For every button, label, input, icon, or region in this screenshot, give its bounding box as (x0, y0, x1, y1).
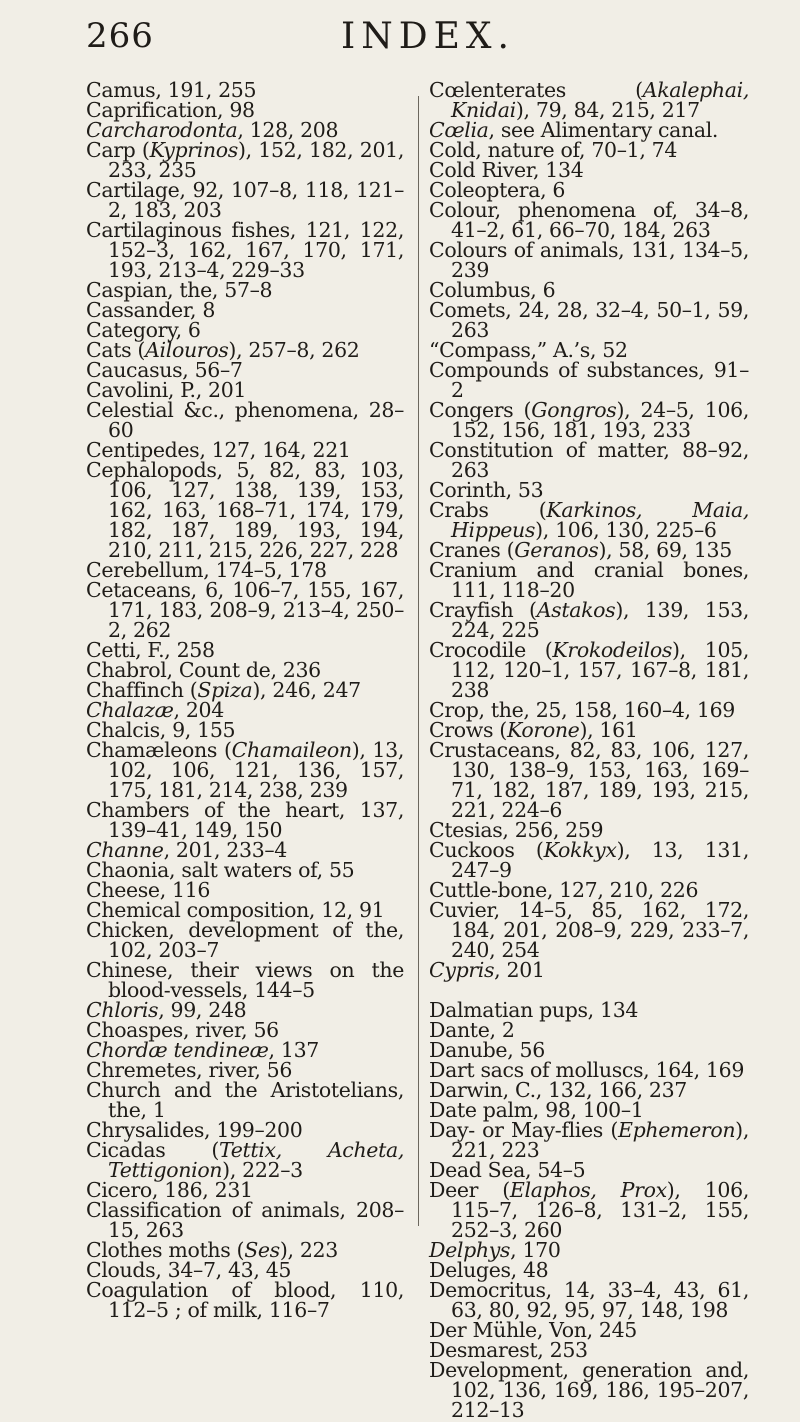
index-entry-text: Chemical composition, 12, 91 (86, 898, 385, 922)
index-entry-text: Congers ( (429, 398, 532, 422)
index-entry-text: ), 58, 69, 135 (598, 538, 732, 562)
index-entry (429, 200, 749, 240)
index-column-right (429, 80, 749, 1420)
index-entry-text: Cuvier, 14–5, 85, 162, 172, 184, 201, 208–9, 229, 233–7, 240, 254 (429, 898, 749, 962)
index-entry (86, 120, 404, 140)
index-entry-text: Cerebellum, 174–5, 178 (86, 558, 327, 582)
index-entry (86, 460, 404, 560)
index-entry-text: Choaspes, river, 56 (86, 1018, 279, 1042)
index-entry (429, 900, 749, 960)
index-entry (429, 1340, 749, 1360)
index-entry (429, 140, 749, 160)
index-entry (86, 80, 404, 100)
index-entry-text: ), 105, 112, 120–1, 157, 167–8, 181, 238 (451, 638, 749, 702)
index-entry-text: Caprification, 98 (86, 98, 255, 122)
index-entry-text: Cuttle-bone, 127, 210, 226 (429, 878, 699, 902)
index-entry-text: Cicero, 186, 231 (86, 1178, 253, 1202)
index-entry (86, 300, 404, 320)
index-entry-text: ), 222–3 (222, 1158, 303, 1182)
index-entry (429, 1360, 749, 1420)
index-entry (86, 720, 404, 740)
index-entry-text: Chrysalides, 199–200 (86, 1118, 303, 1142)
running-head (86, 16, 770, 62)
index-entry-text: ), 13, 131, 247–9 (451, 838, 749, 882)
index-entry (86, 1180, 404, 1200)
index-entry-text: Deluges, 48 (429, 1258, 549, 1282)
index-entry (429, 480, 749, 500)
index-entry (86, 880, 404, 900)
index-entry-text: Channe (86, 838, 164, 862)
index-entry-text: Cassander, 8 (86, 298, 216, 322)
index-entry (86, 580, 404, 640)
index-entry-text: Dart sacs of molluscs, 164, 169 (429, 1058, 745, 1082)
index-entry (86, 1260, 404, 1280)
index-entry (86, 100, 404, 120)
index-entry-text: Cetti, F., 258 (86, 638, 215, 662)
index-entry (86, 280, 404, 300)
index-entry (86, 220, 404, 280)
index-entry-text: Caucasus, 56–7 (86, 358, 243, 382)
index-entry-text: Chicken, development of the, 102, 203–7 (86, 918, 404, 962)
index-entry-text: Spiza (197, 678, 253, 702)
index-entry-text: Dead Sea, 54–5 (429, 1158, 586, 1182)
index-entry-text: Corinth, 53 (429, 478, 544, 502)
index-entry-text: “Compass,” A.’s, 52 (429, 338, 628, 362)
index-entry-text: Compounds of substances, 91–2 (429, 358, 749, 402)
index-entry-text: Korone (506, 718, 580, 742)
index-entry-text: Danube, 56 (429, 1038, 545, 1062)
index-entry-text: Chabrol, Count de, 236 (86, 658, 321, 682)
index-entry (429, 340, 749, 360)
index-entry (86, 640, 404, 660)
index-entry-text: Cetaceans, 6, 106–7, 155, 167, 171, 183, 208–9, 213–4, 250–2, 262 (86, 578, 404, 642)
index-entry-text: Democritus, 14, 33–4, 43, 61, 63, 80, 92, 95, 97, 148, 198 (429, 1278, 749, 1322)
index-entry (429, 160, 749, 180)
index-entry-text: Darwin, C., 132, 166, 237 (429, 1078, 688, 1102)
index-entry (429, 700, 749, 720)
index-entry (429, 1060, 749, 1080)
page-number: 266 (86, 16, 154, 56)
index-entry-text: Crop, the, 25, 158, 160–4, 169 (429, 698, 735, 722)
index-entry-text: Cranium and cranial bones, 111, 118–20 (429, 558, 749, 602)
index-entry-text: Deer ( (429, 1178, 510, 1202)
index-entry-text: , 170 (510, 1238, 561, 1262)
index-entry-text: Gongros (531, 398, 617, 422)
index-entry-text: Desmarest, 253 (429, 1338, 588, 1362)
index-entry (429, 280, 749, 300)
index-entry-text: Crustaceans, 82, 83, 106, 127, 130, 138–9, 153, 163, 169–71, 182, 187, 189, 193, 215, 221, 224–6 (429, 738, 749, 822)
index-entry (429, 360, 749, 400)
page-title: INDEX. (341, 16, 515, 57)
index-entry-text: , 201 (494, 958, 545, 982)
index-entry-text: Geranos (514, 538, 599, 562)
index-entry (429, 240, 749, 280)
index-entry-text: Colour, phenomena of, 34–8, 41–2, 61, 66–70, 184, 263 (429, 198, 749, 242)
index-entry (86, 1080, 404, 1120)
index-entry (429, 1100, 749, 1120)
index-entry-text: Cypris (429, 958, 495, 982)
index-entry (429, 500, 749, 540)
index-entry-text: Celestial &c., phenomena, 28–60 (86, 398, 404, 442)
index-entry (429, 440, 749, 480)
index-entry (86, 180, 404, 220)
index-entry-text: Chamæleons ( (86, 738, 232, 762)
index-entry-text: Church and the Aristotelians, the, 1 (86, 1078, 404, 1122)
index-entry-text: ), 106, 115–7, 126–8, 131–2, 155, 252–3, 260 (451, 1178, 749, 1242)
index-entry (429, 1000, 749, 1020)
index-entry-text: ), 79, 84, 215, 217 (515, 98, 700, 122)
index-entry-text: ), 152, 182, 201, 233, 235 (108, 138, 404, 182)
index-entry-text: Chordæ tendineæ (86, 1038, 269, 1062)
index-entry (86, 340, 404, 360)
index-entry-text: Crows ( (429, 718, 507, 742)
index-entry-text: , 204 (173, 698, 224, 722)
index-entry (429, 840, 749, 880)
index-entry-text: Chalazæ (86, 698, 174, 722)
index-entry-text: ), 246, 247 (252, 678, 361, 702)
index-entry-text: Crabs ( (429, 498, 547, 522)
index-entry (429, 560, 749, 600)
index-entry-text: Chinese, their views on the blood-vessels, 144–5 (86, 958, 404, 1002)
index-entry (429, 1040, 749, 1060)
index-entry (429, 120, 749, 140)
index-entry (86, 400, 404, 440)
index-entry-text: Development, generation and, 102, 136, 169, 186, 195–207, 212–13 (429, 1358, 749, 1422)
index-entry (86, 800, 404, 840)
index-entry (86, 380, 404, 400)
index-entry-text: Cats ( (86, 338, 146, 362)
index-entry (86, 1060, 404, 1080)
index-entry-text: Cartilaginous fishes, 121, 122, 152–3, 162, 167, 170, 171, 193, 213–4, 229–33 (86, 218, 404, 282)
index-entry (429, 1080, 749, 1100)
index-entry (86, 660, 404, 680)
index-entry (429, 1320, 749, 1340)
index-entry-text: ), 223 (279, 1238, 338, 1262)
index-entry-text: Centipedes, 127, 164, 221 (86, 438, 351, 462)
index-entry-text: Chambers of the heart, 137, 139–41, 149, 150 (86, 798, 404, 842)
index-entry-text: Astakos (536, 598, 616, 622)
index-entry-text: , 137 (268, 1038, 319, 1062)
column-divider (418, 96, 419, 1226)
index-entry-text: ), 106, 130, 225–6 (535, 518, 717, 542)
index-entry-text: Chalcis, 9, 155 (86, 718, 236, 742)
index-entry-text: Clothes moths ( (86, 1238, 245, 1262)
index-entry-text: Dante, 2 (429, 1018, 515, 1042)
index-entry (429, 820, 749, 840)
index-entry-text: Cephalopods, 5, 82, 83, 103, 106, 127, 138, 139, 153, 162, 163, 168–71, 174, 179, 182, 187, 189, 193, 194, 210, 211, 215, 226, 227, 228 (86, 458, 404, 562)
index-entry (86, 960, 404, 1000)
index-entry-text: Tettix, Acheta, Tettigonion (108, 1138, 404, 1182)
index-entry-text: Columbus, 6 (429, 278, 556, 302)
index-entry-text: Karkinos, Maia, Hippeus (451, 498, 749, 542)
index-entry (429, 640, 749, 700)
index-entry (86, 700, 404, 720)
index-entry (86, 1000, 404, 1020)
index-entry-text: , see Alimentary canal. (488, 118, 719, 142)
index-entry-text: Cuckoos ( (429, 838, 544, 862)
index-entry-text: Crayfish ( (429, 598, 537, 622)
index-entry-text: Cheese, 116 (86, 878, 211, 902)
index-entry (86, 360, 404, 380)
index-entry-text: Cœlenterates ( (429, 78, 643, 102)
index-entry (86, 1120, 404, 1140)
index-entry-text: Clouds, 34–7, 43, 45 (86, 1258, 292, 1282)
index-entry (429, 1280, 749, 1320)
index-entry-text: ), 24–5, 106, 152, 156, 181, 193, 233 (451, 398, 749, 442)
index-entry-text: Chamaileon (231, 738, 352, 762)
index-entry-text: Chaffinch ( (86, 678, 198, 702)
index-entry-text: ), 221, 223 (451, 1118, 749, 1162)
index-entry-text: , 128, 208 (237, 118, 339, 142)
index-entry-text: Akalephai, Knidai (451, 78, 749, 122)
index-entry (429, 960, 749, 980)
index-entry (429, 1120, 749, 1160)
index-entry-text: ), 139, 153, 224, 225 (451, 598, 750, 642)
index-entry-text: Carp ( (86, 138, 150, 162)
index-entry (429, 1180, 749, 1240)
index-entry-text: Ctesias, 256, 259 (429, 818, 604, 842)
index-entry-text: Ailouros (145, 338, 229, 362)
index-entry-text: Caspian, the, 57–8 (86, 278, 273, 302)
index-entry-text: ), 257–8, 262 (228, 338, 360, 362)
index-entry (86, 680, 404, 700)
index-entry-text: Chaonia, salt waters of, 55 (86, 858, 355, 882)
index-entry-text: Carcharodonta (86, 118, 238, 142)
index-entry-text: Colours of animals, 131, 134–5, 239 (429, 238, 749, 282)
index-entry (86, 560, 404, 580)
index-entry-text: Ses (244, 1238, 280, 1262)
index-entry (429, 1020, 749, 1040)
index-entry (429, 1260, 749, 1280)
index-entry (86, 140, 404, 180)
index-entry-text: Cranes ( (429, 538, 515, 562)
index-entry-text: Ephemeron (617, 1118, 736, 1142)
index-entry-text: Chremetes, river, 56 (86, 1058, 293, 1082)
index-entry-text: Cœlia (429, 118, 489, 142)
index-entry (429, 80, 749, 120)
index-entry-text: Date palm, 98, 100–1 (429, 1098, 644, 1122)
index-entry-text: Cavolini, P., 201 (86, 378, 247, 402)
index-entry-text: Dalmatian pups, 134 (429, 998, 639, 1022)
index-entry-text: ), 13, 102, 106, 121, 136, 157, 175, 181, 214, 238, 239 (108, 738, 404, 802)
index-entry (86, 440, 404, 460)
index-entry-text: Kokkyx (543, 838, 617, 862)
index-entry (429, 720, 749, 740)
index-entry-text: Kyprinos (149, 138, 238, 162)
index-entry (86, 1140, 404, 1180)
index-entry-text: Coleoptera, 6 (429, 178, 566, 202)
index-entry (429, 740, 749, 820)
index-entry-text: ), 161 (579, 718, 638, 742)
index-entry-text: Classification of animals, 208–15, 263 (86, 1198, 404, 1242)
index-entry-text: Cartilage, 92, 107–8, 118, 121–2, 183, 203 (86, 178, 404, 222)
index-entry (86, 900, 404, 920)
index-entry-text: Category, 6 (86, 318, 201, 342)
index-entry (86, 840, 404, 860)
index-entry-text: Delphys (429, 1238, 511, 1262)
index-entry (429, 600, 749, 640)
index-entry-text: , 99, 248 (158, 998, 247, 1022)
index-entry-text: Cicadas ( (86, 1138, 219, 1162)
index-entry (429, 880, 749, 900)
index-entry-text: Camus, 191, 255 (86, 78, 257, 102)
index-entry (86, 1200, 404, 1240)
index-entry (429, 1240, 749, 1260)
index-entry-text: Der Mühle, Von, 245 (429, 1318, 637, 1342)
index-entry-text: Crocodile ( (429, 638, 553, 662)
index-entry (86, 1240, 404, 1260)
index-entry (429, 400, 749, 440)
index-entry (429, 180, 749, 200)
index-entry-text: Coagulation of blood, 110, 112–5 ; of milk, 116–7 (86, 1278, 404, 1322)
index-entry (86, 1020, 404, 1040)
index-column-left (86, 80, 404, 1320)
index-entry-text: Chloris (86, 998, 159, 1022)
index-entry-text: Day- or May-flies ( (429, 1118, 618, 1142)
index-entry-text: Elaphos, Prox (509, 1178, 667, 1202)
index-entry-text: , 201, 233–4 (163, 838, 287, 862)
index-entry-text: Krokodeilos (552, 638, 673, 662)
index-entry (86, 320, 404, 340)
index-entry (86, 1040, 404, 1060)
index-entry (429, 1160, 749, 1180)
index-entry (86, 1280, 404, 1320)
index-entry (429, 300, 749, 340)
index-entry-text: Cold, nature of, 70–1, 74 (429, 138, 678, 162)
index-entry (86, 920, 404, 960)
index-entry (429, 540, 749, 560)
index-entry-text: Constitution of matter, 88–92, 263 (429, 438, 749, 482)
index-entry-text: Comets, 24, 28, 32–4, 50–1, 59, 263 (429, 298, 749, 342)
index-entry (86, 860, 404, 880)
index-entry-text: Cold River, 134 (429, 158, 584, 182)
index-entry (86, 740, 404, 800)
